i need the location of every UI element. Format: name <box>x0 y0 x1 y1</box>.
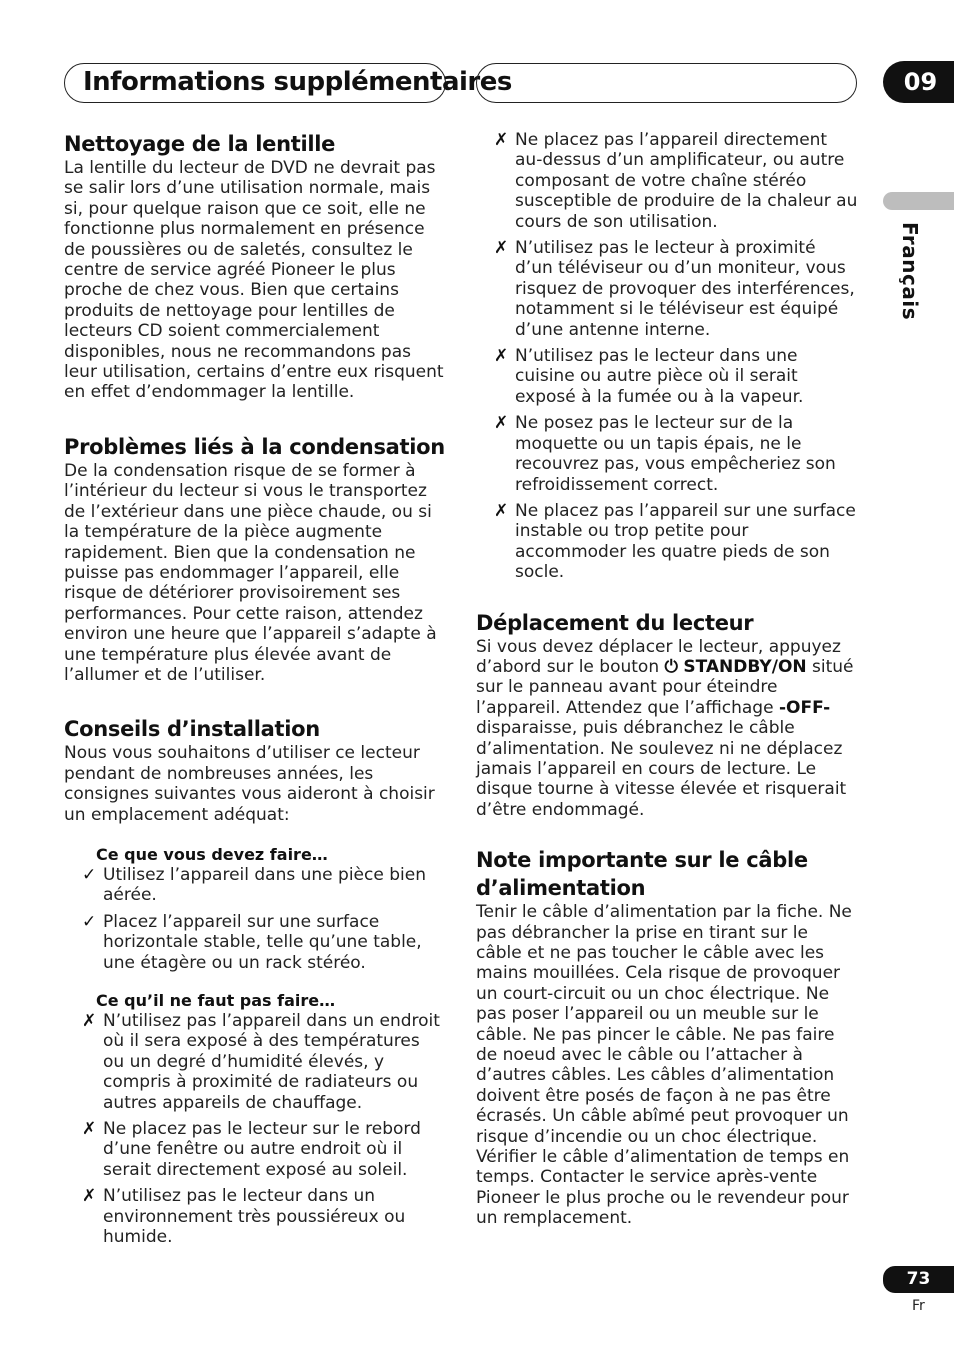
list-item: ✗ Ne placez pas le lecteur sur le rebord d’une fenêtre ou autre endroit où il serait directement exposé au soleil. <box>82 1119 421 1180</box>
condensation-text: De la condensation risque de se former à l’intérieur du lecteur si vous le transportez de l’extérieur dans une pièce chaude, ou si la température de la pièce augmente rapidement. Bien que la condensation ne puisse pas endommager l’appareil, elle risque de détériorer provisoirement ses performances. Pour cette raison, attendez environ une heure que l’appareil s’adapte à une température plus élevée avant de l’allumer et de l’utiliser. <box>64 460 437 685</box>
page-language-code: Fr <box>912 1298 925 1314</box>
dont-heading: Ce qu’il ne faut pas faire… <box>96 991 336 1010</box>
list-item: ✗ N’utilisez pas le lecteur à proximité d’un téléviseur ou d’un moniteur, vous risquez de provoquer des interférences, notamment si le téléviseur est équipé d’une antenne interne. <box>494 238 855 340</box>
page-number: 73 <box>883 1266 954 1293</box>
standby-button-label: STANDBY/ON <box>683 656 807 677</box>
list-item: ✗ N’utilisez pas le lecteur dans un environnement très poussiéreux ou humide. <box>82 1186 406 1248</box>
cross-icon: ✗ <box>494 346 509 367</box>
check-icon: ✓ <box>82 864 97 885</box>
do-heading: Ce que vous devez faire… <box>96 844 328 864</box>
list-item: ✗ Ne placez pas l’appareil sur une surface instable ou trop petite pour accommoder les quatre pieds de son socle. <box>494 500 856 583</box>
cross-icon: ✗ <box>82 1119 97 1140</box>
cross-icon: ✗ <box>82 1011 97 1031</box>
list-item: ✗ N’utilisez pas le lecteur dans une cuisine ou autre pièce où il serait exposé à la fumée ou à la vapeur. <box>494 346 804 407</box>
installation-heading: Conseils d’installation <box>64 717 320 742</box>
check-icon: ✓ <box>82 911 97 932</box>
installation-text: Nous vous souhaitons d’utiliser ce lecteur pendant de nombreuses années, les consignes suivantes vous aideront à choisir un emplacement adéquat: <box>64 743 435 825</box>
section-title: Informations supplémentaires <box>83 67 512 97</box>
cross-icon: ✗ <box>494 130 509 150</box>
dont-list-continued <box>476 130 858 583</box>
cross-icon: ✗ <box>494 238 509 259</box>
lens-text: La lentille du lecteur de DVD ne devrait pas se salir lors d’une utilisation normale, mais si, pour quelque raison que ce soit, elle ne fonctionne plus normalement en présence de poussières ou de saletés, consultez le centre de service agréé Pioneer le plus proche de chez vous. Bien que certains produits de nettoyage pour lentilles de lecteurs CD soient commercialement disponibles, nous ne recommandons pas leur utilisation, certains d’entre eux risquent en effet d’endommager la lentille. <box>64 158 444 403</box>
list-item: ✓ Placez l’appareil sur une surface horizontale stable, telle qu’une table, une étagère ou un rack stéréo. <box>82 911 422 973</box>
cross-icon: ✗ <box>494 500 509 521</box>
dont-list <box>64 1011 446 1247</box>
cross-icon: ✗ <box>82 1186 97 1207</box>
section-title-pill <box>64 63 512 103</box>
condensation-heading: Problèmes liés à la condensation <box>64 434 445 459</box>
header-blank-pill <box>476 63 857 103</box>
power-cable-heading: Note importante sur le câble d’alimentation <box>476 848 808 901</box>
off-display-label: -OFF- <box>778 697 831 718</box>
power-icon: ⏻ <box>664 656 678 677</box>
moving-text: Si vous devez déplacer le lecteur, appuyez d’abord sur le bouton ⏻ STANDBY/ON situé sur le panneau avant pour éteindre l’appareil. Attendez que l’affichage -OFF- disparaisse, puis débranchez le câble d’alimentation. Ne soulevez ni ne déplacez jamais l’appareil en cours de lecture. Le disque tourne à vitesse élevée et risquerait d’être endommagé. <box>476 636 854 820</box>
list-item: ✗ Ne posez pas le lecteur sur de la moquette ou un tapis épais, ne le recouvrez pas, vous empêcheriez son refroidissement correct. <box>494 413 836 495</box>
lens-heading: Nettoyage de la lentille <box>64 132 336 156</box>
list-item: ✗ Ne placez pas l’appareil directement au-dessus d’un amplificateur, ou autre composant de votre chaîne stéréo susceptible de produire de la chaleur au cours de son utilisation. <box>494 130 858 232</box>
list-item: ✓ Utilisez l’appareil dans une pièce bien aérée. <box>82 864 426 906</box>
language-tab-label: Français <box>898 222 922 321</box>
moving-heading: Déplacement du lecteur <box>476 610 754 635</box>
do-list <box>64 865 446 973</box>
list-item: ✗ N’utilisez pas l’appareil dans un endroit où il sera exposé à des températures ou un degré d’humidité élevés, y compris à proximité de radiateurs ou autres appareils de chauffage. <box>82 1011 440 1113</box>
power-cable-text: Tenir le câble d’alimentation par la fiche. Ne pas débrancher la prise en tirant sur le câble et ne pas toucher le câble avec les mains mouillées. Cela risque de provoquer un court-circuit ou un choc électrique. Ne pas poser l’appareil ou un meuble sur le câble. Ne pas pincer le câble. Ne pas faire de noeud avec le câble ou l’attacher à d’autres câbles. Les câbles d’alimentation doivent être posés de façon à ne pas être écrasés. Un câble abîmé peut provoquer un risque d’incendie ou un choc électrique. Vérifier le câble d’alimentation de temps en temps. Contacter le service après-vente Pioneer le plus proche ou le revendeur pour un remplacement. <box>476 902 852 1229</box>
cross-icon: ✗ <box>494 413 509 434</box>
left-column <box>64 130 446 1247</box>
right-column <box>476 130 858 1229</box>
language-tab-marker <box>883 192 954 210</box>
chapter-badge: 09 <box>883 61 954 103</box>
